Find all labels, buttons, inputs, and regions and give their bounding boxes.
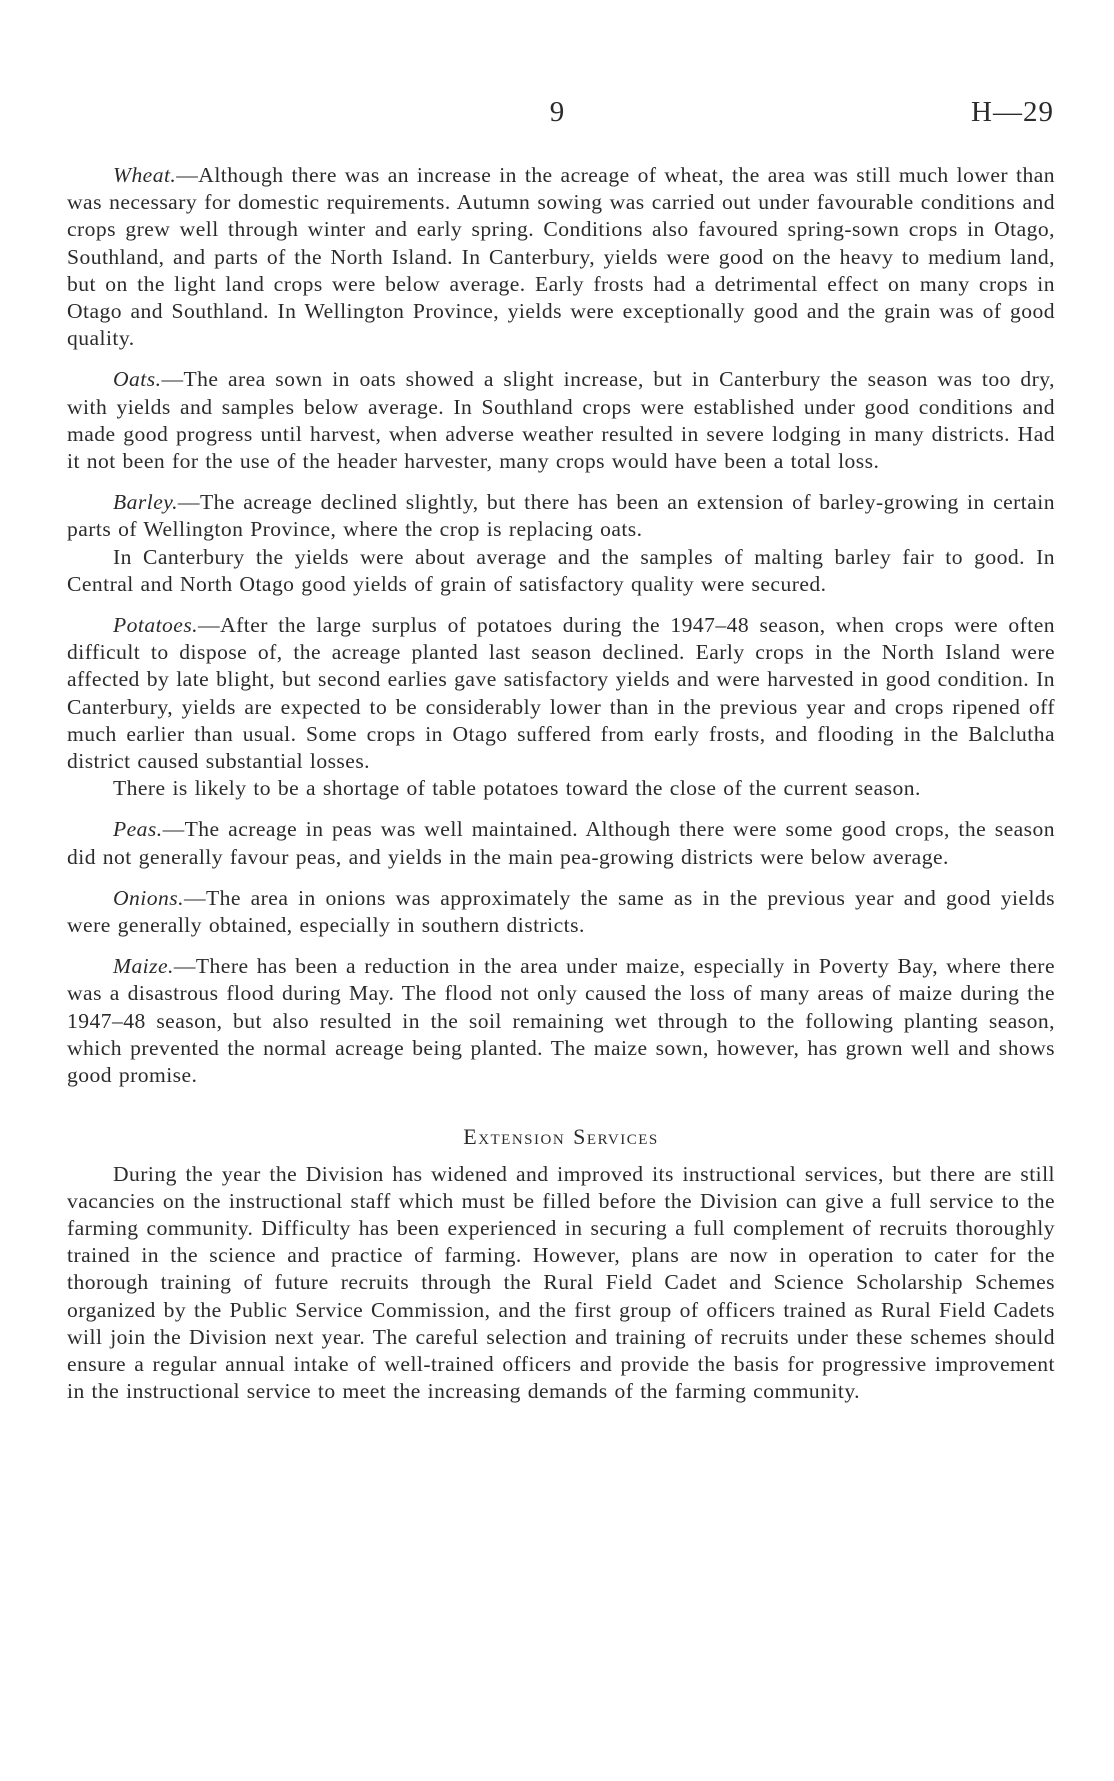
text-wheat: —Although there was an increase in the acreage of wheat, the area was still much lower than was necessary for domestic requirements. Autumn sowing was carried out under favourable conditions and crops grew well through winter and early spring. Conditions also favoured spring-sown crops in Otago, Southland, and parts of the North Island. In Canterbury, yields were good on the heavy to medium land, but on the light land crops were below average. Early frosts had a detrimental effect on many crops in Otago and Southland. In Wellington Province, yields were exceptionally good and the grain was of good quality. xyxy=(67,163,1055,351)
text-peas: —The acreage in peas was well maintained. Although there were some good crops, the season did not generally favour peas, and yields in the main pea-growing districts were below average. xyxy=(67,817,1055,869)
heading-onions: Onions. xyxy=(113,885,184,910)
paragraph-peas xyxy=(67,816,1055,870)
heading-potatoes: Potatoes. xyxy=(113,613,199,638)
paragraph-potatoes-continued: There is likely to be a shortage of table potatoes toward the close of the current season. xyxy=(113,776,921,801)
heading-peas: Peas. xyxy=(113,817,163,842)
paragraph-maize xyxy=(67,953,1055,1089)
paragraph-potatoes xyxy=(67,612,1055,775)
text-potatoes: —After the large surplus of potatoes during the 1947–48 season, when crops were often difficult to dispose of, the acreage planted last season declined. Early crops in the North Island were affected by late blight, but second earlies gave satisfactory yields and were harvested in good condition. In Canterbury, yields are expected to be considerably lower than in the previous year and crops ripened off much earlier than usual. Some crops in Otago suffered from early frosts, and flooding in the Balclutha district caused substantial losses. xyxy=(67,613,1055,774)
section-heading-extension-services: Extension Services xyxy=(463,1124,659,1150)
paragraph-oats xyxy=(67,366,1055,475)
paragraph-wheat xyxy=(67,162,1055,352)
paragraph-extension-services: During the year the Division has widened and improved its instructional services, but there are still vacancies on the instructional staff which must be filled before the Division can give a full service to the farming community. Difficulty has been experienced in securing a full complement of recruits thoroughly trained in the science and practice of farming. However, plans are now in operation to cater for the thorough training of future recruits through the Rural Field Cadet and Science Scholarship Schemes organized by the Public Service Commission, and the first group of officers trained as Rural Field Cadets will join the Division next year. The careful selection and training of recruits under these schemes should ensure a regular annual intake of well-trained officers and provide the basis for progressive improvement in the instructional service to meet the increasing demands of the farming community. xyxy=(67,1161,1055,1404)
heading-barley: Barley. xyxy=(113,490,178,515)
page-number: 9 xyxy=(549,96,565,128)
page-header xyxy=(0,96,1114,136)
text-onions: —The area in onions was approximately the same as in the previous year and good yields were generally obtained, especially in southern districts. xyxy=(67,885,1055,938)
text-oats: —The area sown in oats showed a slight increase, but in Canterbury the season was too dry, with yields and samples below average. In Southland crops were established under good conditions and made good progress until harvest, when adverse weather resulted in severe lodging in many districts. Had it not been for the use of the header harvester, many crops would have been a total loss. xyxy=(67,367,1055,474)
heading-oats: Oats. xyxy=(113,367,162,392)
text-maize: —There has been a reduction in the area under maize, especially in Poverty Bay, where there was a disastrous flood during May. The flood not only caused the loss of many areas of maize during the 1947–48 season, but also resulted in the soil remaining wet through to the following planting season, which prevented the normal acreage being planted. The maize sown, however, has grown well and shows good promise. xyxy=(67,954,1055,1088)
page-body xyxy=(67,162,1055,1405)
paragraph-barley xyxy=(67,489,1055,543)
document-reference: H—29 xyxy=(971,96,1054,128)
text-barley: —The acreage declined slightly, but there has been an extension of barley-growing in certain parts of Wellington Province, where the crop is replacing oats. xyxy=(67,490,1055,542)
paragraph-barley-continued: In Canterbury the yields were about average and the samples of malting barley fair to good. In Central and North Otago good yields of grain of satisfactory quality were secured. xyxy=(67,544,1055,596)
paragraph-onions xyxy=(67,885,1055,939)
heading-maize: Maize. xyxy=(113,954,174,979)
heading-wheat: Wheat. xyxy=(113,163,177,187)
